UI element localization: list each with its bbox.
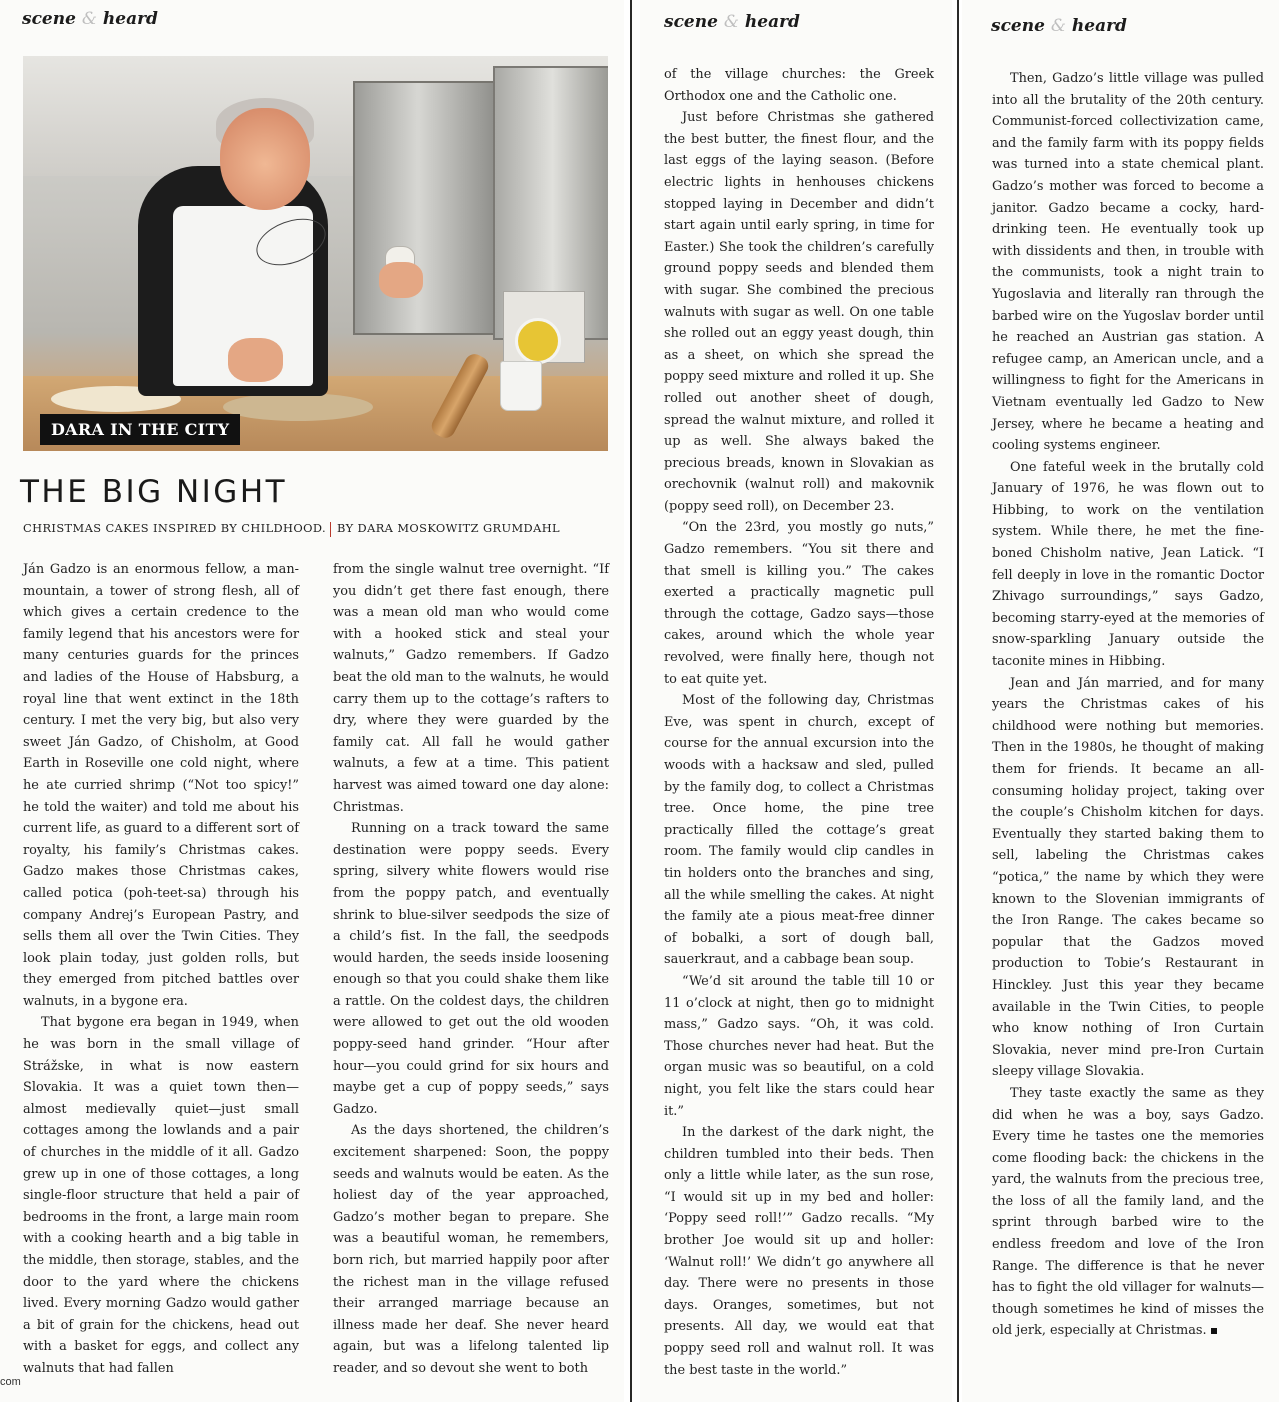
article-column-3 — [664, 64, 934, 1381]
paragraph: That bygone era began in 1949, when he was born in the small village of Strážske, in what is now eastern Slovakia. It was a quiet town then—almost medievally quiet—just small cottages among the lowlands and a pair of churches in the middle of it all. Gadzo grew up in one of those cottages, a long single-floor structure that held a pair of bedrooms in the front, a large main room with a cooking hearth and a big table in the middle, then storage, stables, and the door to the yard where the chickens lived. Every morning Gadzo would gather a bit of grain for the chickens, head out with a basket for eggs, and collect any walnuts that had fallen — [23, 1015, 299, 1376]
photo-mug — [500, 361, 542, 411]
paragraph: Ján Gadzo is an enormous fellow, a man-mountain, a tower of strong flesh, all of which gives a certain credence to the family legend that his ancestors were for many centuries guards for the princes and ladies of the House of Habsburg, a royal line that went extinct in the 18th century. I met the very big, but also very sweet Ján Gadzo, of Chisholm, at Good Earth in Roseville one cold night, where he ate curried shrimp (“Not too spicy!” he told the waiter) and told me about his current life, as guard to a different sort of royalty, his family’s Christmas cakes. Gadzo makes those Christmas cakes, called potica (poh-teet-sa) through his company Andrej’s European Pastry, and sells them all over the Twin Cities. They look plain today, just golden rolls, but they emerged from pitched battles over walnuts, in a bygone era. — [23, 562, 299, 1009]
section-label-word2: heard — [744, 12, 800, 32]
section-label-amp: & — [723, 12, 739, 32]
section-label-word1: scene — [991, 16, 1045, 36]
dek: CHRISTMAS CAKES INSPIRED BY CHILDHOOD. — [23, 521, 327, 535]
section-label-word2: heard — [1071, 16, 1127, 36]
photo-oven — [353, 81, 497, 335]
photo-baker-hand — [228, 338, 283, 382]
paragraph — [992, 1083, 1264, 1342]
paragraph: Jean and Ján married, and for many years the Christmas cakes of his childhood were nothing but memories. Then in the 1980s, he thought of making them for friends. It became an all-consuming holiday project, taking over the couple’s Chisholm kitchen for days. Eventually they started baking them to sell, labeling the Christmas cakes “potica,” the name by which they were known to the Slovenian immigrants of the Iron Range. The cakes became so popular that the Gadzos moved production to Tobie’s Restaurant in Hinckley. Just this year they became available in the Twin Cities, to people who know nothing of Iron Curtain Slovakia, never mind pre-Iron Curtain sleepy village Slovakia. — [992, 675, 1264, 1080]
byline: BY DARA MOSKOWITZ GRUMDAHL — [337, 521, 561, 535]
section-label-word1: scene — [22, 9, 76, 29]
section-label — [22, 9, 158, 29]
page-footer-fragment: com — [0, 1376, 21, 1388]
photo-dough — [223, 393, 373, 421]
paragraph: of the village churches: the Greek Orthodox one and the Catholic one. — [664, 67, 934, 104]
byline-divider — [330, 522, 331, 537]
paragraph: In the darkest of the dark night, the children tumbled into their beds. Then only a little while later, as the sun rose, “I would sit up in my bed and holler: ‘Poppy seed roll!’” Gadzo recalls. “My brother Joe would sit up and holler: ‘Walnut roll!’ We didn’t go anywhere all day. There were no presents in those days. Oranges, sometimes, but not presents. All day, we would eat that poppy seed roll and walnut roll. It was the best taste in the world.” — [664, 1125, 934, 1378]
section-label-word2: heard — [102, 9, 158, 29]
article-column-2 — [333, 559, 609, 1380]
paragraph: As the days shortened, the children’s excitement sharpened: Soon, the poppy seeds and walnuts would be eaten. As the holiest day of the year approached, Gadzo’s mother began to prepare. She was a beautiful woman, he remembers, born rich, but married happily poor after the richest man in the village refused their arranged marriage because an illness made her deaf. She never heard again, but was a lifelong talented lip reader, and so devout she went to both — [333, 1123, 609, 1376]
section-label — [991, 16, 1127, 36]
paragraph: One fateful week in the brutally cold January of 1976, he was flown out to Hibbing, to work on the ventilation system. While there, he met the fine-boned Chisholm native, Jean Latick. “I fell deeply in love in the romantic Doctor Zhivago surroundings,” says Gadzo, becoming starry-eyed at the memories of snow-sparkling January outside the taconite mines in Hibbing. — [992, 459, 1264, 670]
page-divider — [630, 0, 632, 1402]
paragraph: “We’d sit around the table till 10 or 11 o’clock at night, then go to midnight mass,” Gadzo says. “Oh, it was cold. Those churches never had heat. But the organ music was so beautiful, on a cold night, you felt like the stars could hear it.” — [664, 973, 934, 1119]
paragraph: Running on a track toward the same destination were poppy seeds. Every spring, silvery white flowers would rise from the poppy patch, and eventually shrink to blue-silver seedpods the size of a child’s fist. In the fall, the seedpods would harden, the seeds inside loosening enough so that you could shake them like a rattle. On the coldest days, the children were allowed to get out the old wooden poppy-seed hand grinder. “Hour after hour—you could grind for six hours and maybe get a cup of poppy seeds,” says Gadzo. — [333, 821, 609, 1117]
article-column-1 — [23, 559, 299, 1380]
paragraph: “On the 23rd, you mostly go nuts,” Gadzo remembers. “You sit there and that smell is killing you.” The cakes exerted a practically magnetic pull through the cottage, Gadzo says—those cakes, around which the whole year revolved, were finally here, though not to eat quite yet. — [664, 520, 934, 687]
subhead — [23, 521, 560, 537]
column-tag: DARA IN THE CITY — [40, 414, 240, 445]
page-divider — [957, 0, 959, 1402]
paragraph: Just before Christmas she gathered the best butter, the finest flour, and the last eggs of the laying season. (Before electric lights in henhouses chickens stopped laying in December and didn’t start again until early spring, in time for Easter.) She took the children’s carefully ground poppy seeds and blended them with sugar. She combined the precious walnuts with sugar as well. On one table she rolled out an eggy yeast dough, thin as a sheet, on which she spread the poppy seed mixture and rolled it up. She rolled out another sheet of dough, spread the walnut mixture, and rolled it up as well. She always baked the precious breads, known in Slovakian as orechovnik (walnut roll) and makovnik (poppy seed roll), on December 23. — [664, 110, 934, 514]
section-label-amp: & — [81, 9, 97, 29]
paragraph-text: They taste exactly the same as they did when he was a boy, says Gadzo. Every time he tastes one the memories come flooding back: the chickens in the yard, the walnuts from the precious tree, the loss of all the family land, and the sprint through barbed wire to the endless freedom and love of the Iron Range. The difference is that he never has to fight the old villager for walnuts—though sometimes he kind of misses the old jerk, especially at Christmas. — [992, 1085, 1264, 1339]
photo-scale-dial — [515, 318, 561, 364]
paragraph: from the single walnut tree overnight. “If you didn’t get there fast enough, there was a mean old man who would come with a hooked stick and steal your walnuts,” Gadzo remembers. If Gadzo beat the old man to the walnuts, he would carry them up to the cottage’s rafters to dry, where they were guarded by the family cat. All fall he would gather walnuts, a few at a time. This patient harvest was aimed toward one day alone: Christmas. — [333, 562, 609, 815]
section-label-amp: & — [1050, 16, 1066, 36]
baker-photo — [23, 56, 608, 451]
photo-baker-head — [220, 108, 310, 210]
article-column-4 — [992, 68, 1264, 1342]
end-mark — [1211, 1328, 1217, 1334]
paragraph: Most of the following day, Christmas Eve, was spent in church, except of course for the annual excursion into the woods with a hacksaw and sled, pulled by the family dog, to collect a Christmas tree. Once home, the pine tree practically filled the cottage’s great room. The family would clip candles in tin holders onto the branches and sing, all the while smelling the cakes. At night the family ate a pious meat-free dinner of bobalki, a sort of dough ball, sauerkraut, and a cabbage bean soup. — [664, 693, 934, 968]
section-label-word1: scene — [664, 12, 718, 32]
headline: THE BIG NIGHT — [20, 474, 288, 510]
paragraph: Then, Gadzo’s little village was pulled into all the brutality of the 20th century. Communist-forced collectivization came, and the family farm with its poppy fields was turned into a state chemical plant. Gadzo’s mother was forced to become a janitor. Gadzo became a cocky, hard-drinking teen. He eventually took up with dissidents and then, in trouble with the communists, took a night train to Yugoslavia and literally ran through the barbed wire on the Yugoslav border until he reached an Austrian gas station. A refugee camp, an American uncle, and a willingness to fight for the Americans in Vietnam eventually led Gadzo to New Jersey, where he became a heating and cooling systems engineer. — [992, 71, 1264, 454]
photo-baker-hand — [379, 262, 423, 298]
section-label — [664, 12, 800, 32]
